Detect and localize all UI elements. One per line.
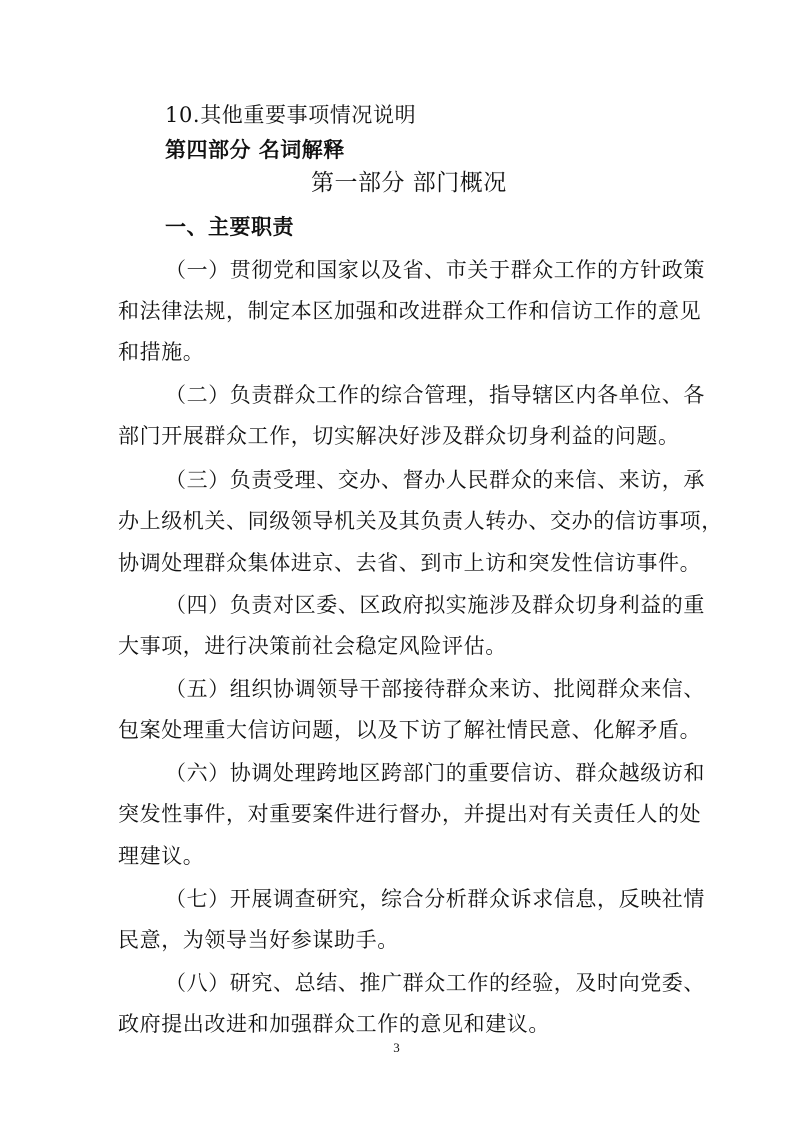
duty-8-line-1: （八）研究、总结、推广群众工作的经验，及时向党委、 xyxy=(165,971,705,995)
duty-3-line-3: 协调处理群众集体进京、去省、到市上访和突发性信访事件。 xyxy=(118,551,702,575)
duty-1-line-3: 和措施。 xyxy=(118,340,205,364)
toc-item-10: 10.其他重要事项情况说明 xyxy=(165,103,417,127)
duty-7-line-2: 民意，为领导当好参谋助手。 xyxy=(118,928,399,952)
section-heading-main-duties: 一、主要职责 xyxy=(165,215,294,239)
duty-3-line-2: 办上级机关、同级领导机关及其负责人转办、交办的信访事项， xyxy=(118,509,723,533)
duty-4-line-1: （四）负责对区委、区政府拟实施涉及群众切身利益的重 xyxy=(165,593,705,617)
duty-2-line-1: （二）负责群众工作的综合管理，指导辖区内各单位、各 xyxy=(165,383,705,407)
duty-6-line-3: 理建议。 xyxy=(118,844,205,868)
page-number: 3 xyxy=(393,1040,400,1055)
duty-6-line-2: 突发性事件，对重要案件进行督办，并提出对有关责任人的处 xyxy=(118,802,702,826)
duty-1-line-1: （一）贯彻党和国家以及省、市关于群众工作的方针政策 xyxy=(165,258,705,282)
duty-5-line-2: 包案处理重大信访问题，以及下访了解社情民意、化解矛盾。 xyxy=(118,718,702,742)
duty-6-line-1: （六）协调处理跨地区跨部门的重要信访、群众越级访和 xyxy=(165,761,705,785)
duty-7-line-1: （七）开展调查研究，综合分析群众诉求信息，反映社情 xyxy=(165,887,705,911)
duty-2-line-2: 部门开展群众工作，切实解决好涉及群众切身利益的问题。 xyxy=(118,424,680,448)
part4-heading: 第四部分 名词解释 xyxy=(165,138,345,162)
duty-8-line-2: 政府提出改进和加强群众工作的意见和建议。 xyxy=(118,1012,550,1036)
part1-title: 第一部分 部门概况 xyxy=(311,170,507,196)
duty-4-line-2: 大事项，进行决策前社会稳定风险评估。 xyxy=(118,634,507,658)
duty-5-line-1: （五）组织协调领导干部接待群众来访、批阅群众来信、 xyxy=(165,677,705,701)
duty-1-line-2: 和法律法规，制定本区加强和改进群众工作和信访工作的意见 xyxy=(118,299,702,323)
duty-3-line-1: （三）负责受理、交办、督办人民群众的来信、来访，承 xyxy=(165,468,705,492)
